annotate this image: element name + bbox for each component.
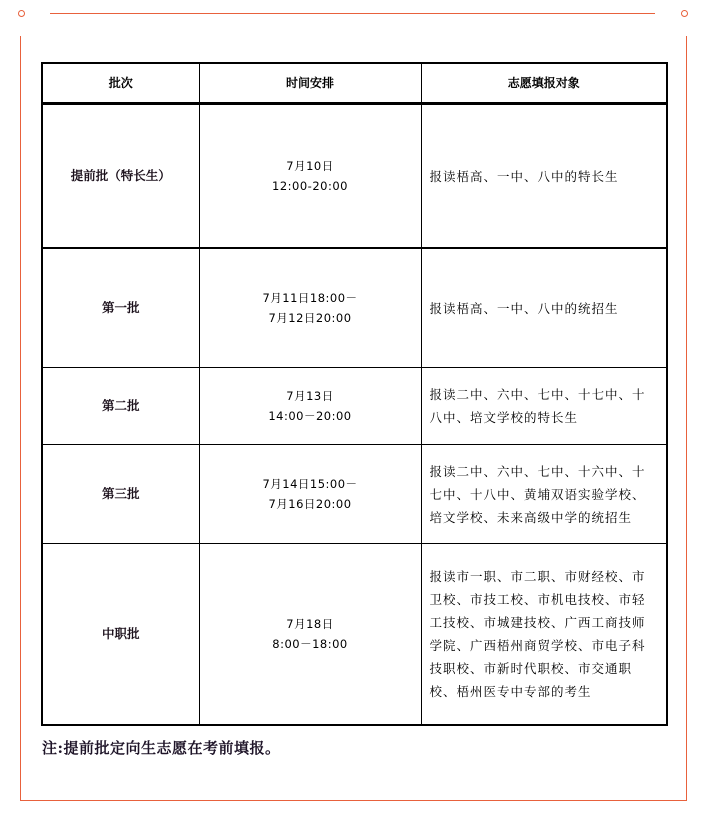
time-line: 7月14日15:00－ xyxy=(262,477,358,491)
time-line: 7月16日20:00 xyxy=(268,497,352,511)
table-row xyxy=(42,248,667,368)
time-line: 7月12日20:00 xyxy=(268,311,352,325)
target-cell: 报读二中、六中、七中、十七中、十八中、培文学校的特长生 xyxy=(421,368,667,445)
table-row xyxy=(42,368,667,445)
target-cell: 报读梧高、一中、八中的统招生 xyxy=(421,248,667,368)
target-cell: 报读梧高、一中、八中的特长生 xyxy=(421,104,667,249)
table-row xyxy=(42,445,667,544)
table-row xyxy=(42,544,667,726)
time-line: 12:00-20:00 xyxy=(272,179,348,193)
time-line: 7月18日 xyxy=(286,617,334,631)
batch-cell: 提前批（特长生） xyxy=(42,104,199,249)
time-cell xyxy=(199,544,421,726)
header-target: 志愿填报对象 xyxy=(421,63,667,104)
header-time: 时间安排 xyxy=(199,63,421,104)
frame-left-line xyxy=(20,36,21,801)
footnote: 注:提前批定向生志愿在考前填报。 xyxy=(42,739,281,757)
table-header-row xyxy=(42,63,667,104)
batch-cell: 第二批 xyxy=(42,368,199,445)
table-row xyxy=(42,104,667,249)
frame-bottom-line xyxy=(20,800,687,801)
time-cell xyxy=(199,368,421,445)
time-cell xyxy=(199,104,421,249)
time-line: 7月11日18:00－ xyxy=(262,291,358,305)
decorative-circle-left xyxy=(18,10,25,17)
target-cell: 报读市一职、市二职、市财经校、市卫校、市技工校、市机电技校、市轻工技校、市城建技校、广西工商技师学院、广西梧州商贸学校、市电子科技职校、市新时代职校、市交通职校、梧州医专中专部的考生 xyxy=(421,544,667,726)
header-batch: 批次 xyxy=(42,63,199,104)
time-line: 14:00－20:00 xyxy=(268,409,352,423)
time-cell xyxy=(199,248,421,368)
frame-top-line xyxy=(50,13,655,14)
batch-cell: 第一批 xyxy=(42,248,199,368)
batch-cell: 第三批 xyxy=(42,445,199,544)
frame-right-line xyxy=(686,36,687,801)
time-line: 8:00－18:00 xyxy=(272,637,348,651)
batch-cell: 中职批 xyxy=(42,544,199,726)
schedule-table xyxy=(41,62,668,726)
target-cell: 报读二中、六中、七中、十六中、十七中、十八中、黄埔双语实验学校、培文学校、未来高级中学的统招生 xyxy=(421,445,667,544)
time-line: 7月10日 xyxy=(286,159,334,173)
time-line: 7月13日 xyxy=(286,389,334,403)
time-cell xyxy=(199,445,421,544)
decorative-circle-right xyxy=(681,10,688,17)
